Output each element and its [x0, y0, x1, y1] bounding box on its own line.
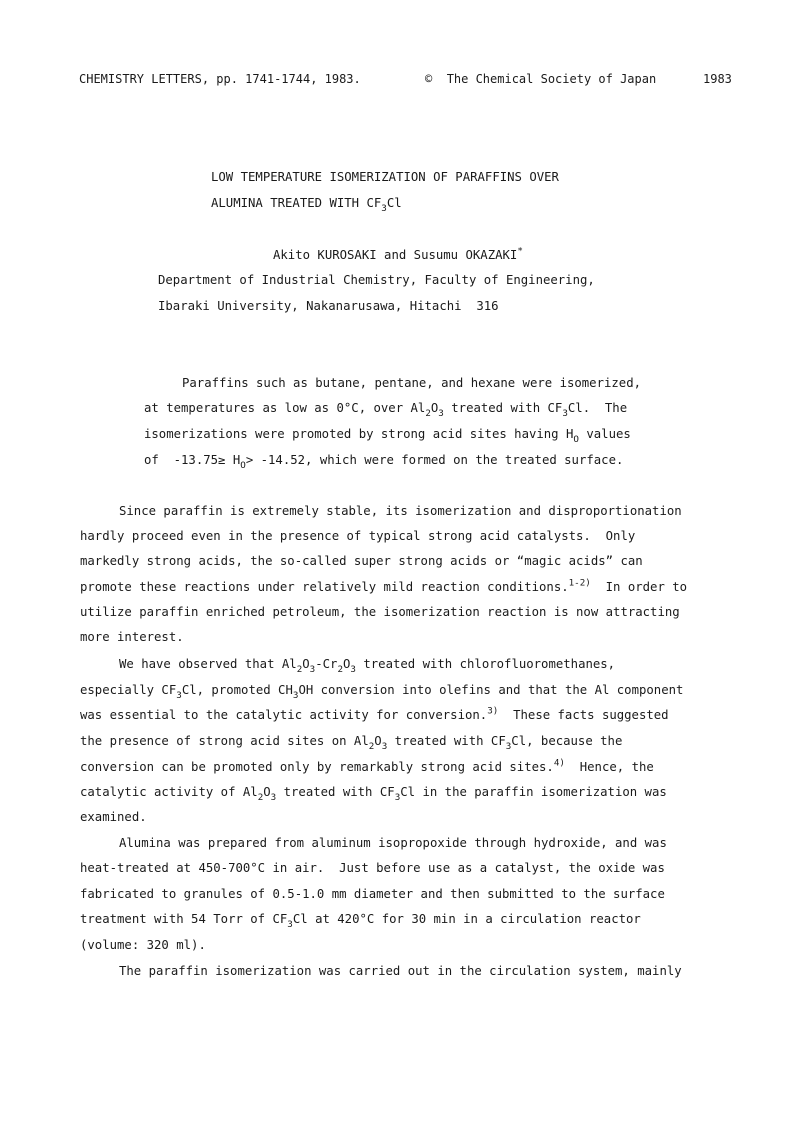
society-name: The Chemical Society of Japan — [446, 72, 657, 86]
title-text: ALUMINA TREATED WITH CF — [211, 196, 382, 210]
text: the presence of strong acid sites on Al — [80, 734, 369, 748]
author-names: Akito KUROSAKI and Susumu OKAZAKI — [273, 248, 518, 262]
text: values — [578, 427, 631, 441]
subscript: 2 — [368, 741, 375, 753]
body-line: markedly strong acids, the so-called super strong acids or “magic acids” can — [80, 554, 643, 568]
text: These facts suggested — [498, 708, 669, 722]
subscript: 3 — [287, 919, 293, 931]
text: Cl at 420°C for 30 min in a circulation reactor — [292, 912, 641, 926]
subscript: 3 — [505, 741, 512, 753]
subscript: 3 — [176, 690, 182, 702]
body-line — [80, 785, 667, 804]
text: O — [343, 657, 351, 671]
body-line — [80, 705, 669, 722]
subscript: 2 — [337, 664, 343, 676]
text: promote these reactions under relatively mild reaction conditions. — [80, 580, 569, 594]
subscript: 3 — [309, 664, 316, 676]
text: Cl, promoted CH — [181, 683, 293, 697]
header-year: 1983 — [703, 72, 732, 86]
body-line — [119, 657, 616, 676]
text: treated with chlorofluoromethanes, — [355, 657, 616, 671]
title-line-1: LOW TEMPERATURE ISOMERIZATION OF PARAFFINS OVER — [211, 170, 559, 184]
text: O — [374, 734, 382, 748]
abstract-line-4 — [144, 453, 624, 472]
subscript: O — [573, 434, 579, 446]
body-line: (volume: 320 ml). — [80, 938, 206, 952]
body-line: Since paraffin is extremely stable, its isomerization and disproportionation — [119, 504, 682, 518]
subscript: O — [240, 460, 246, 472]
copyright-line — [425, 72, 656, 86]
subscript: 3 — [381, 741, 388, 753]
text: catalytic activity of Al — [80, 785, 258, 799]
text: isomerizations were promoted by strong acid sites having H — [144, 427, 574, 441]
text: especially CF — [80, 683, 177, 697]
subscript: 3 — [394, 792, 401, 804]
text: Cl in the paraffin isomerization was — [400, 785, 667, 799]
body-line: The paraffin isomerization was carried out in the circulation system, mainly — [119, 964, 682, 978]
subscript: 3 — [270, 792, 277, 804]
text: O — [263, 785, 271, 799]
subscript: 2 — [257, 792, 264, 804]
journal-citation: CHEMISTRY LETTERS, pp. 1741-1744, 1983. — [79, 72, 361, 86]
affiliation-line-1: Department of Industrial Chemistry, Faculty of Engineering, — [158, 273, 595, 287]
subscript: 2 — [296, 664, 303, 676]
abstract-line-2 — [144, 401, 628, 420]
text: Cl. The — [567, 401, 628, 415]
subscript: 3 — [381, 203, 387, 215]
body-line — [80, 683, 684, 702]
citation-ref: 3) — [487, 705, 499, 717]
subscript: 3 — [292, 690, 299, 702]
text: Hence, the — [564, 760, 654, 774]
authors — [273, 245, 523, 262]
subscript: 3 — [562, 408, 568, 420]
corresponding-author-mark: * — [517, 245, 523, 257]
body-line: examined. — [80, 810, 147, 824]
copyright-symbol: © — [425, 72, 433, 86]
subscript: 3 — [350, 664, 356, 676]
title-line-2 — [211, 196, 402, 215]
body-line: more interest. — [80, 630, 184, 644]
body-line: hardly proceed even in the presence of typical strong acid catalysts. Only — [80, 529, 636, 543]
citation-ref: 1-2) — [568, 577, 591, 589]
subscript: 3 — [438, 408, 444, 420]
body-line — [80, 912, 641, 931]
body-line: heat-treated at 450-700°C in air. Just before use as a catalyst, the oxide was — [80, 861, 665, 875]
text: treated with CF — [276, 785, 395, 799]
text: Cl, because the — [511, 734, 623, 748]
body-line: fabricated to granules of 0.5-1.0 mm diameter and then submitted to the surface — [80, 887, 665, 901]
text: O — [430, 401, 439, 415]
abstract-line-1: Paraffins such as butane, pentane, and hexane were isomerized, — [182, 376, 642, 390]
title-text: Cl — [386, 196, 402, 210]
text: treated with CF — [387, 734, 506, 748]
text: In order to — [590, 580, 688, 594]
text: was essential to the catalytic activity for conversion. — [80, 708, 488, 722]
body-line — [80, 757, 654, 774]
body-line — [80, 577, 688, 594]
text: We have observed that Al — [119, 657, 297, 671]
abstract-line-3 — [144, 427, 631, 446]
body-line: utilize paraffin enriched petroleum, the isomerization reaction is now attracting — [80, 605, 680, 619]
text: conversion can be promoted only by remarkably strong acid sites. — [80, 760, 554, 774]
text: treatment with 54 Torr of CF — [80, 912, 288, 926]
text: of -13.75≥ H — [144, 453, 241, 467]
text: > -14.52, which were formed on the treated surface. — [245, 453, 624, 467]
body-line: Alumina was prepared from aluminum isopropoxide through hydroxide, and was — [119, 836, 667, 850]
body-line — [80, 734, 623, 753]
text: at temperatures as low as 0°C, over Al — [144, 401, 426, 415]
text: OH conversion into olefins and that the Al component — [298, 683, 684, 697]
citation-ref: 4) — [553, 757, 565, 769]
subscript: 2 — [425, 408, 431, 420]
text: treated with CF — [443, 401, 563, 415]
text: O — [302, 657, 310, 671]
affiliation-line-2: Ibaraki University, Nakanarusawa, Hitachi 316 — [158, 299, 499, 313]
text: -Cr — [315, 657, 338, 671]
